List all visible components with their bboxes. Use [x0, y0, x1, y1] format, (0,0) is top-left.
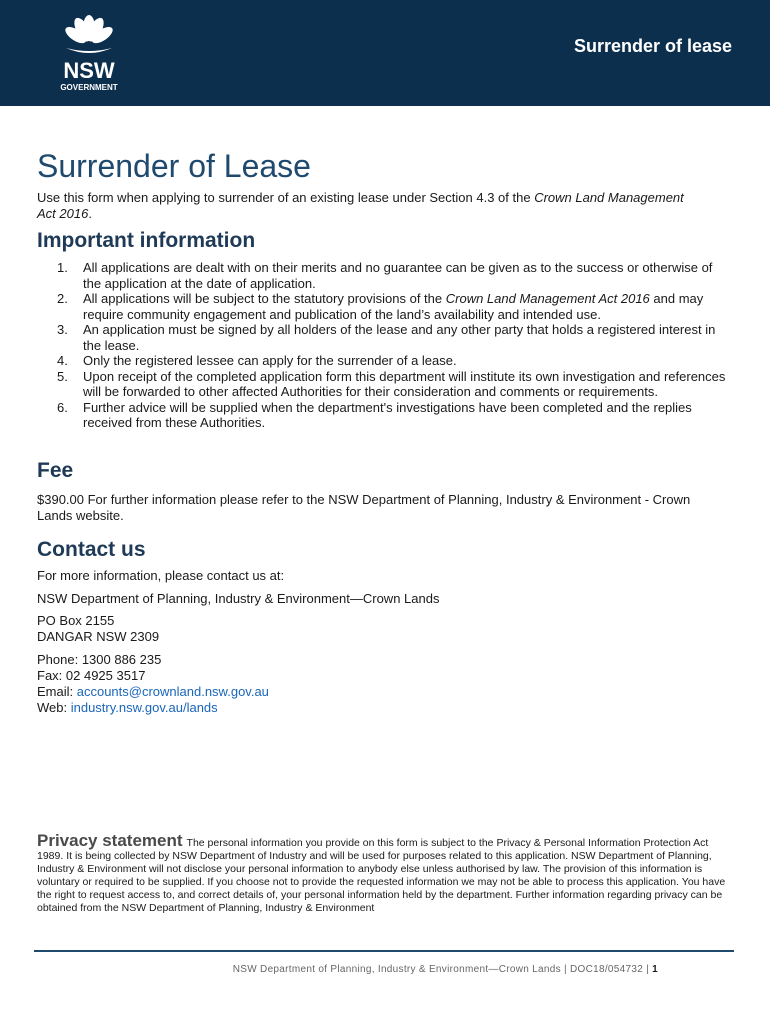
email-link[interactable]: accounts@crownland.nsw.gov.au — [76, 684, 269, 699]
contact-details — [37, 652, 269, 716]
contact-department: NSW Department of Planning, Industry & Environment—Crown Lands — [37, 591, 440, 606]
privacy-statement — [37, 831, 737, 915]
intro-paragraph — [37, 190, 697, 222]
page-footer — [233, 964, 658, 975]
list-item: 5. Upon receipt of the completed application form this department will institute its own investigation and references will be forwarded to other affected Authorities for their consideration and comments or requirements. — [57, 368, 726, 399]
intro-end: . — [88, 206, 92, 221]
contact-address — [37, 613, 159, 645]
po-box: PO Box 2155 — [37, 613, 115, 628]
contact-intro: For more information, please contact us at: — [37, 568, 285, 583]
email-label: Email: — [37, 684, 77, 699]
web-label: Web: — [37, 700, 71, 715]
fee-text: $390.00 For further information please refer to the NSW Department of Planning, Industry & Environment - Crown Lands website. — [37, 492, 691, 523]
logo-wordmark: NSW — [63, 58, 115, 83]
footer-divider — [34, 950, 734, 952]
list-item: 3. An application must be signed by all holders of the lease and any other party that holds a registered interest in the lease. — [57, 322, 716, 353]
important-heading: Important information — [37, 229, 256, 252]
web-link[interactable]: industry.nsw.gov.au/lands — [70, 700, 218, 715]
important-list — [37, 260, 727, 431]
list-item: 1. All applications are dealt with on their merits and no guarantee can be given as to the success or otherwise of the application at the date of application. — [57, 260, 713, 291]
page-number: 1 — [652, 964, 658, 975]
header-title: Surrender of lease — [573, 36, 732, 56]
page-title: Surrender of Lease — [37, 148, 311, 184]
phone-number: Phone: 1300 886 235 — [37, 652, 162, 667]
list-item: 2. All applications will be subject to the statutory provisions of the Crown Land Management Act 2016 and may require community engagement and publication of the land’s availability and intended use. — [57, 291, 704, 322]
fee-heading: Fee — [37, 459, 74, 482]
intro-text: Use this form when applying to surrender of an existing lease under Section 4.3 of the — [37, 190, 535, 205]
footer-text: NSW Department of Planning, Industry & Environment—Crown Lands | DOC18/054732 | — [232, 964, 653, 975]
page-header — [0, 0, 770, 106]
privacy-text: The personal information you provide on this form is subject to the Privacy & Personal Information Protection Act 1989. It is being collected by NSW Department of Industry and will be used for purposes related to this application. NSW Department of Planning, Industry & Environment will not disclose your personal information to anybody else unless authorised by law. The provision of this information is voluntary or required to be supplied. If you choose not to provide the requested information we may not be able to process this application. You have the right to request access to, and correct details of, your personal information held by the department. Further information regarding privacy can be obtained from the NSW Department of Planning, Industry & Environment — [37, 837, 726, 914]
contact-heading: Contact us — [37, 538, 146, 561]
intro-act-name: Crown Land Management Act 2016 — [37, 190, 684, 221]
locality: DANGAR NSW 2309 — [37, 629, 160, 644]
fax-number: Fax: 02 4925 3517 — [37, 668, 146, 683]
privacy-heading: Privacy statement — [37, 831, 183, 850]
logo-subtext: GOVERNMENT — [60, 83, 118, 92]
nsw-government-logo — [44, 8, 134, 98]
list-item: 6. Further advice will be supplied when the department's investigations have been completed and the replies received from these Authorities. — [57, 399, 692, 430]
list-item: 4. Only the registered lessee can apply for the surrender of a lease. — [57, 353, 457, 368]
